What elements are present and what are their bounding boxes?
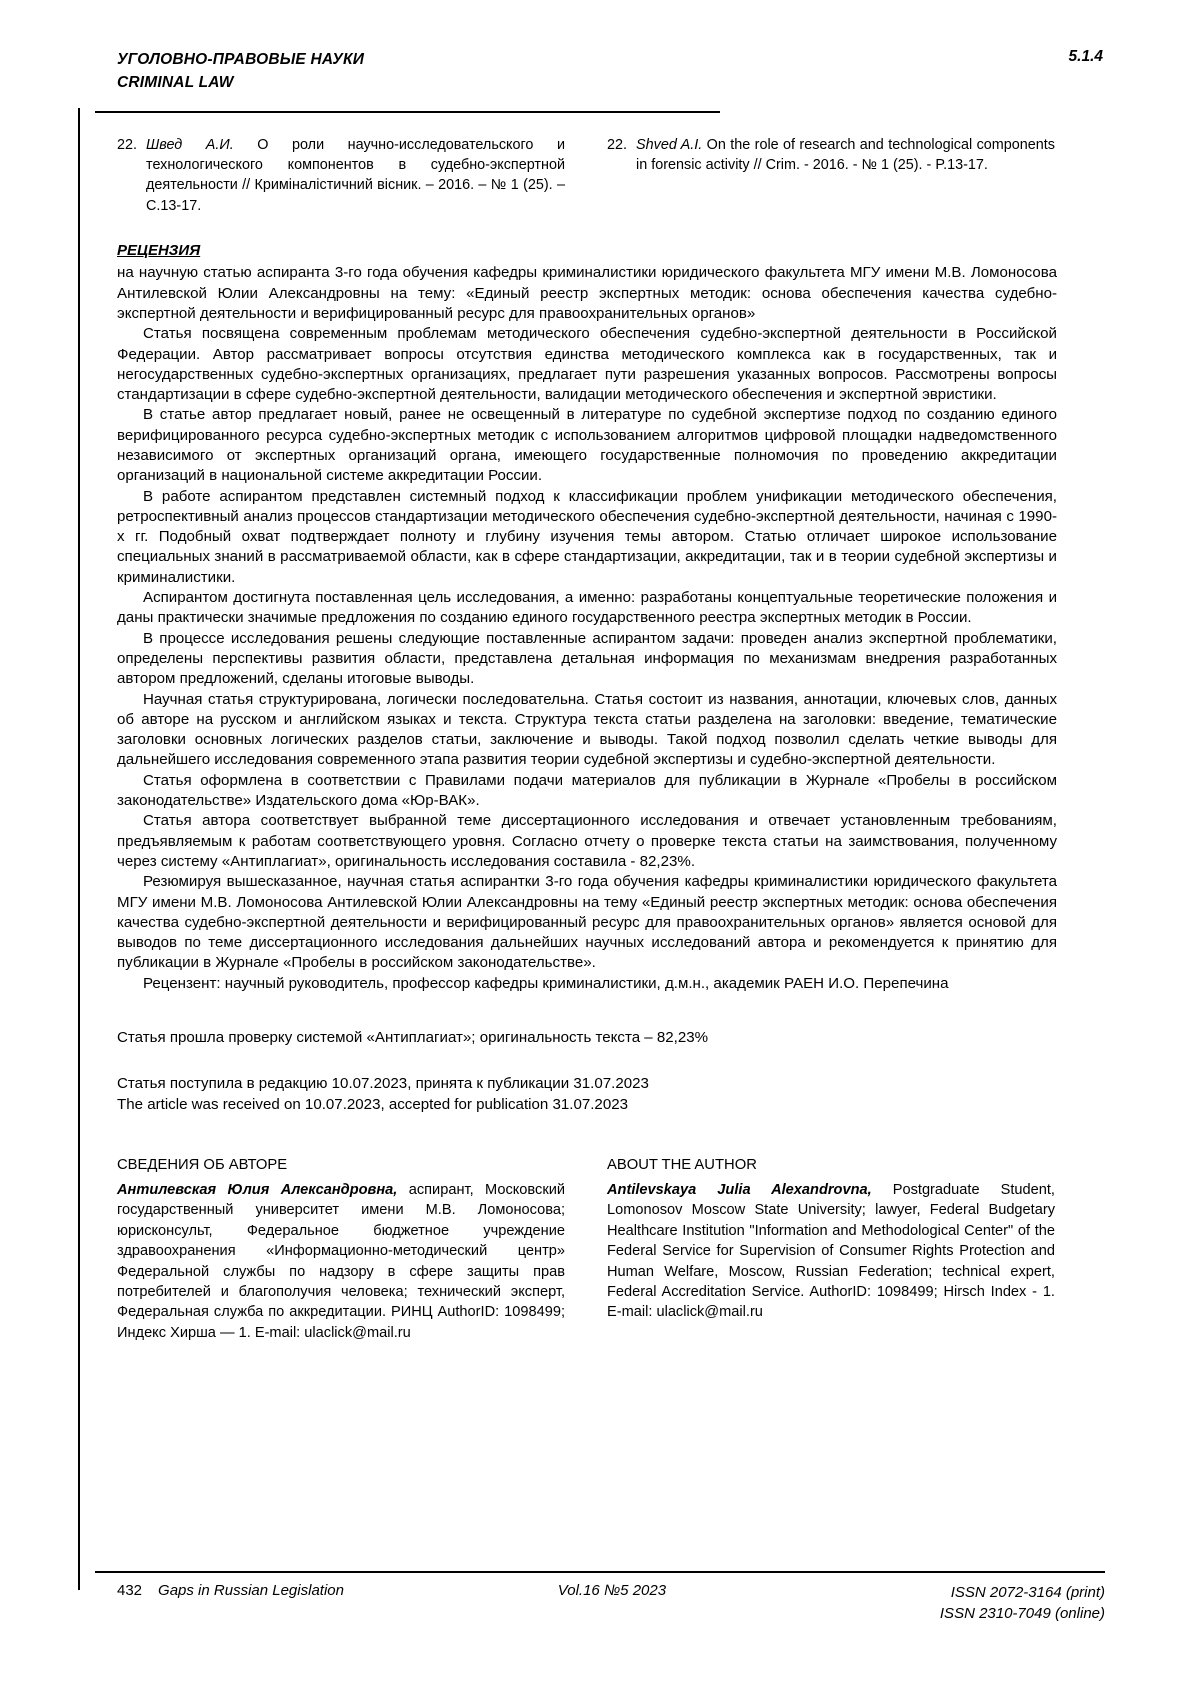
reference-number: 22. bbox=[607, 136, 628, 153]
notes-spacer bbox=[117, 1048, 1057, 1074]
author-name-en: Antilevskaya Julia Alexandrovna, bbox=[607, 1181, 872, 1198]
review-section bbox=[95, 242, 1057, 994]
footer-divider bbox=[95, 1571, 1105, 1573]
review-paragraph: Резюмируя вышесказанное, научная статья аспирантки 3-го года обучения кафедры криминалистики юридического факультета МГУ имени М.В. Ломоносова Антилевской Юлии Александровны на тему «Единый реестр экспертных методик: основа обеспечения качества судебно-экспертной деятельности и верифицированный ресурс для правоохранительных органов» является основой для выводов по теме диссертационного исследования дальнейших научных исследований автора и рекомендуется к принятию для публикации в Журнале «Пробелы в российском законодательстве». bbox=[117, 873, 1057, 972]
reference-block bbox=[95, 135, 1105, 217]
review-paragraph: на научную статью аспиранта 3-го года обучения кафедры криминалистики юридического факультета МГУ имени М.В. Ломоносова Антилевской Юлии Александровны на тему: «Единый реестр экспертных методик: основа обеспечения качества судебно-экспертной деятельности и верифицированный ресурс для правоохранительных органов» bbox=[117, 264, 1057, 322]
running-head-ru: УГОЛОВНО-ПРАВОВЫЕ НАУКИ bbox=[117, 51, 365, 68]
issn-online: ISSN 2310-7049 (online) bbox=[939, 1605, 1105, 1623]
footer-left bbox=[117, 1582, 344, 1599]
reference-item bbox=[117, 135, 565, 217]
author-info-heading-en: ABOUT THE AUTHOR bbox=[607, 1157, 757, 1174]
received-note-ru: Статья поступила в редакцию 10.07.2023, принята к публикации 31.07.2023 bbox=[117, 1075, 649, 1093]
page-number: 432 bbox=[117, 1581, 143, 1599]
page-header bbox=[95, 40, 1105, 95]
author-affiliation-ru: аспирант, Московский государственный университет имени М.В. Ломоносова; юрисконсульт, Федеральное бюджетное учреждение здравоохранения «Информационно-методический центр» Федеральной службы по надзору в сфере защиты прав потребителей и благополучия человека; технический эксперт, Федеральная служба по аккредитации. РИНЦ AuthorID: 1098499; Индекс Хирша — 1. E-mail: ulaclick@mail.ru bbox=[117, 1181, 566, 1341]
author-info-en bbox=[607, 1155, 1055, 1343]
page-footer bbox=[95, 1571, 1105, 1626]
reference-column-en bbox=[607, 135, 1055, 217]
reference-author: Shved A.I. bbox=[636, 136, 703, 153]
author-info-text-en bbox=[607, 1180, 1055, 1323]
received-note-en: The article was received on 10.07.2023, accepted for publication 31.07.2023 bbox=[117, 1095, 629, 1113]
antiplagiat-note: Статья прошла проверку системой «Антиплагиат»; оригинальность текста – 82,23% bbox=[117, 1029, 709, 1046]
header-divider bbox=[95, 111, 720, 113]
reference-column-ru bbox=[117, 135, 565, 217]
reference-body: О роли научно-исследовательского и технологического компонентов в судебно-экспертной деятельности // Криміналістичний вісник. – 2016. – № 1 (25). – С.13-17. bbox=[146, 136, 566, 214]
review-paragraph: В процессе исследования решены следующие поставленные аспирантом задачи: проведен анализ экспертной проблематики, определены перспективы развития области, представлена детальная информация по механизмам внедрения разработанных автором предложений, сделаны итоговые выводы. bbox=[117, 629, 1057, 688]
review-paragraph: Статья автора соответствует выбранной теме диссертационного исследования и отвечает установленным требованиям, предъявляемым к работам соответствующего уровня. Согласно отчету о проверке текста статьи на заимствования, полученному через систему «Антиплагиат», оригинальность исследования составила - 82,23%. bbox=[117, 812, 1057, 870]
reference-text bbox=[636, 135, 1055, 176]
specialty-code: 5.1.4 bbox=[1068, 48, 1103, 65]
reference-item bbox=[607, 135, 1055, 176]
author-affiliation-en: Postgraduate Student, Lomonosov Moscow State University; lawyer, Federal Budgetary Healthcare Institution "Information and Methodological Center" of the Federal Service for Supervision of Consumer Rights Protection and Human Welfare, Moscow, Russian Federation; technical expert, Federal Accreditation Service. AuthorID: 1098499; Hirsch Index - 1. E-mail: ulaclick@mail.ru bbox=[607, 1181, 1055, 1321]
review-paragraph: В работе аспирантом представлен системный подход к классификации проблем унификации методического обеспечения, ретроспективный анализ процессов стандартизации методического обеспечения судебно-экспертной деятельности, начиная с 1990-х гг. Подобный охват подтверждает полноту и глубину изучения темы автором. Статью отличает широкое использование специальных знаний в рассматриваемой области, как в сфере стандартизации, аккредитации, так и в теории судебной экспертизы и криминалистики. bbox=[117, 487, 1057, 586]
author-info-text-ru bbox=[117, 1180, 565, 1343]
review-heading: РЕЦЕНЗИЯ bbox=[117, 242, 201, 260]
review-paragraph: Статья посвящена современным проблемам методического обеспечения судебно-экспертной деятельности в Российской Федерации. Автор рассматривает вопросы отсутствия единства методического комплекса как в государственных, так и негосударственных судебно-экспертных организациях, предлагает пути разрешения указанных вопросов. Рассмотрены вопросы стандартизации в сфере судебно-экспертной деятельности, валидации методического обеспечения и экспертной эвристики. bbox=[117, 325, 1057, 404]
review-paragraph: Аспирантом достигнута поставленная цель исследования, а именно: разработаны концептуальные теоретические положения и даны практически значимые предложения по созданию единого государственного реестра экспертных методик в России. bbox=[117, 589, 1057, 627]
author-info-block bbox=[95, 1155, 1105, 1343]
reference-author: Швед А.И. bbox=[146, 136, 234, 153]
reference-body: On the role of research and technological components in forensic activity // Crim. - 2016. - № 1 (25). - P.13-17. bbox=[636, 136, 1055, 173]
reviewer-line: Рецензент: научный руководитель, профессор кафедры криминалистики, д.м.н., академик РАЕН И.О. Перепечина bbox=[143, 974, 949, 992]
author-info-ru bbox=[117, 1155, 565, 1343]
journal-title: Gaps in Russian Legislation bbox=[158, 1581, 344, 1599]
footer-content bbox=[95, 1582, 1105, 1626]
publication-notes bbox=[95, 1028, 1057, 1115]
review-paragraph: Статья оформлена в соответствии с Правилами подачи материалов для публикации в Журнале «Пробелы в российском законодательстве» Издательского дома «Юр-ВАК». bbox=[117, 771, 1057, 810]
author-info-heading-ru: СВЕДЕНИЯ ОБ АВТОРЕ bbox=[117, 1157, 288, 1174]
left-margin-rule bbox=[78, 108, 80, 1590]
running-head-en: CRIMINAL LAW bbox=[117, 74, 234, 92]
running-head bbox=[117, 48, 364, 95]
issn-print: ISSN 2072-3164 (print) bbox=[950, 1583, 1105, 1601]
review-paragraph: В статье автор предлагает новый, ранее не освещенный в литературе по судебной экспертизе подход по созданию единого верифицированного ресурса судебно-экспертных методик с использованием алгоритмов цифровой площадки надведомственного независимого от экспертных организаций органа, имеющего государственные полномочия по проведению аккредитации организаций в национальной системе аккредитации России. bbox=[117, 406, 1057, 485]
author-name-ru: Антилевская Юлия Александровна, bbox=[117, 1181, 398, 1198]
issn-block bbox=[940, 1582, 1105, 1626]
reference-number: 22. bbox=[117, 136, 138, 153]
reference-text bbox=[146, 135, 565, 217]
volume-issue: Vol.16 №5 2023 bbox=[557, 1581, 667, 1599]
review-paragraph: Научная статья структурирована, логически последовательна. Статья состоит из названия, аннотации, ключевых слов, данных об авторе на русском и английском языках и текста. Структура текста статьи разделена на заголовки: введение, тематические заголовки основных логических разделов статьи, заключение и выводы. Такой подход позволил сделать четкие выводы для дальнейшего исследования современного этапа развития теории судебной экспертизы и судебно-экспертной деятельности. bbox=[117, 690, 1057, 769]
